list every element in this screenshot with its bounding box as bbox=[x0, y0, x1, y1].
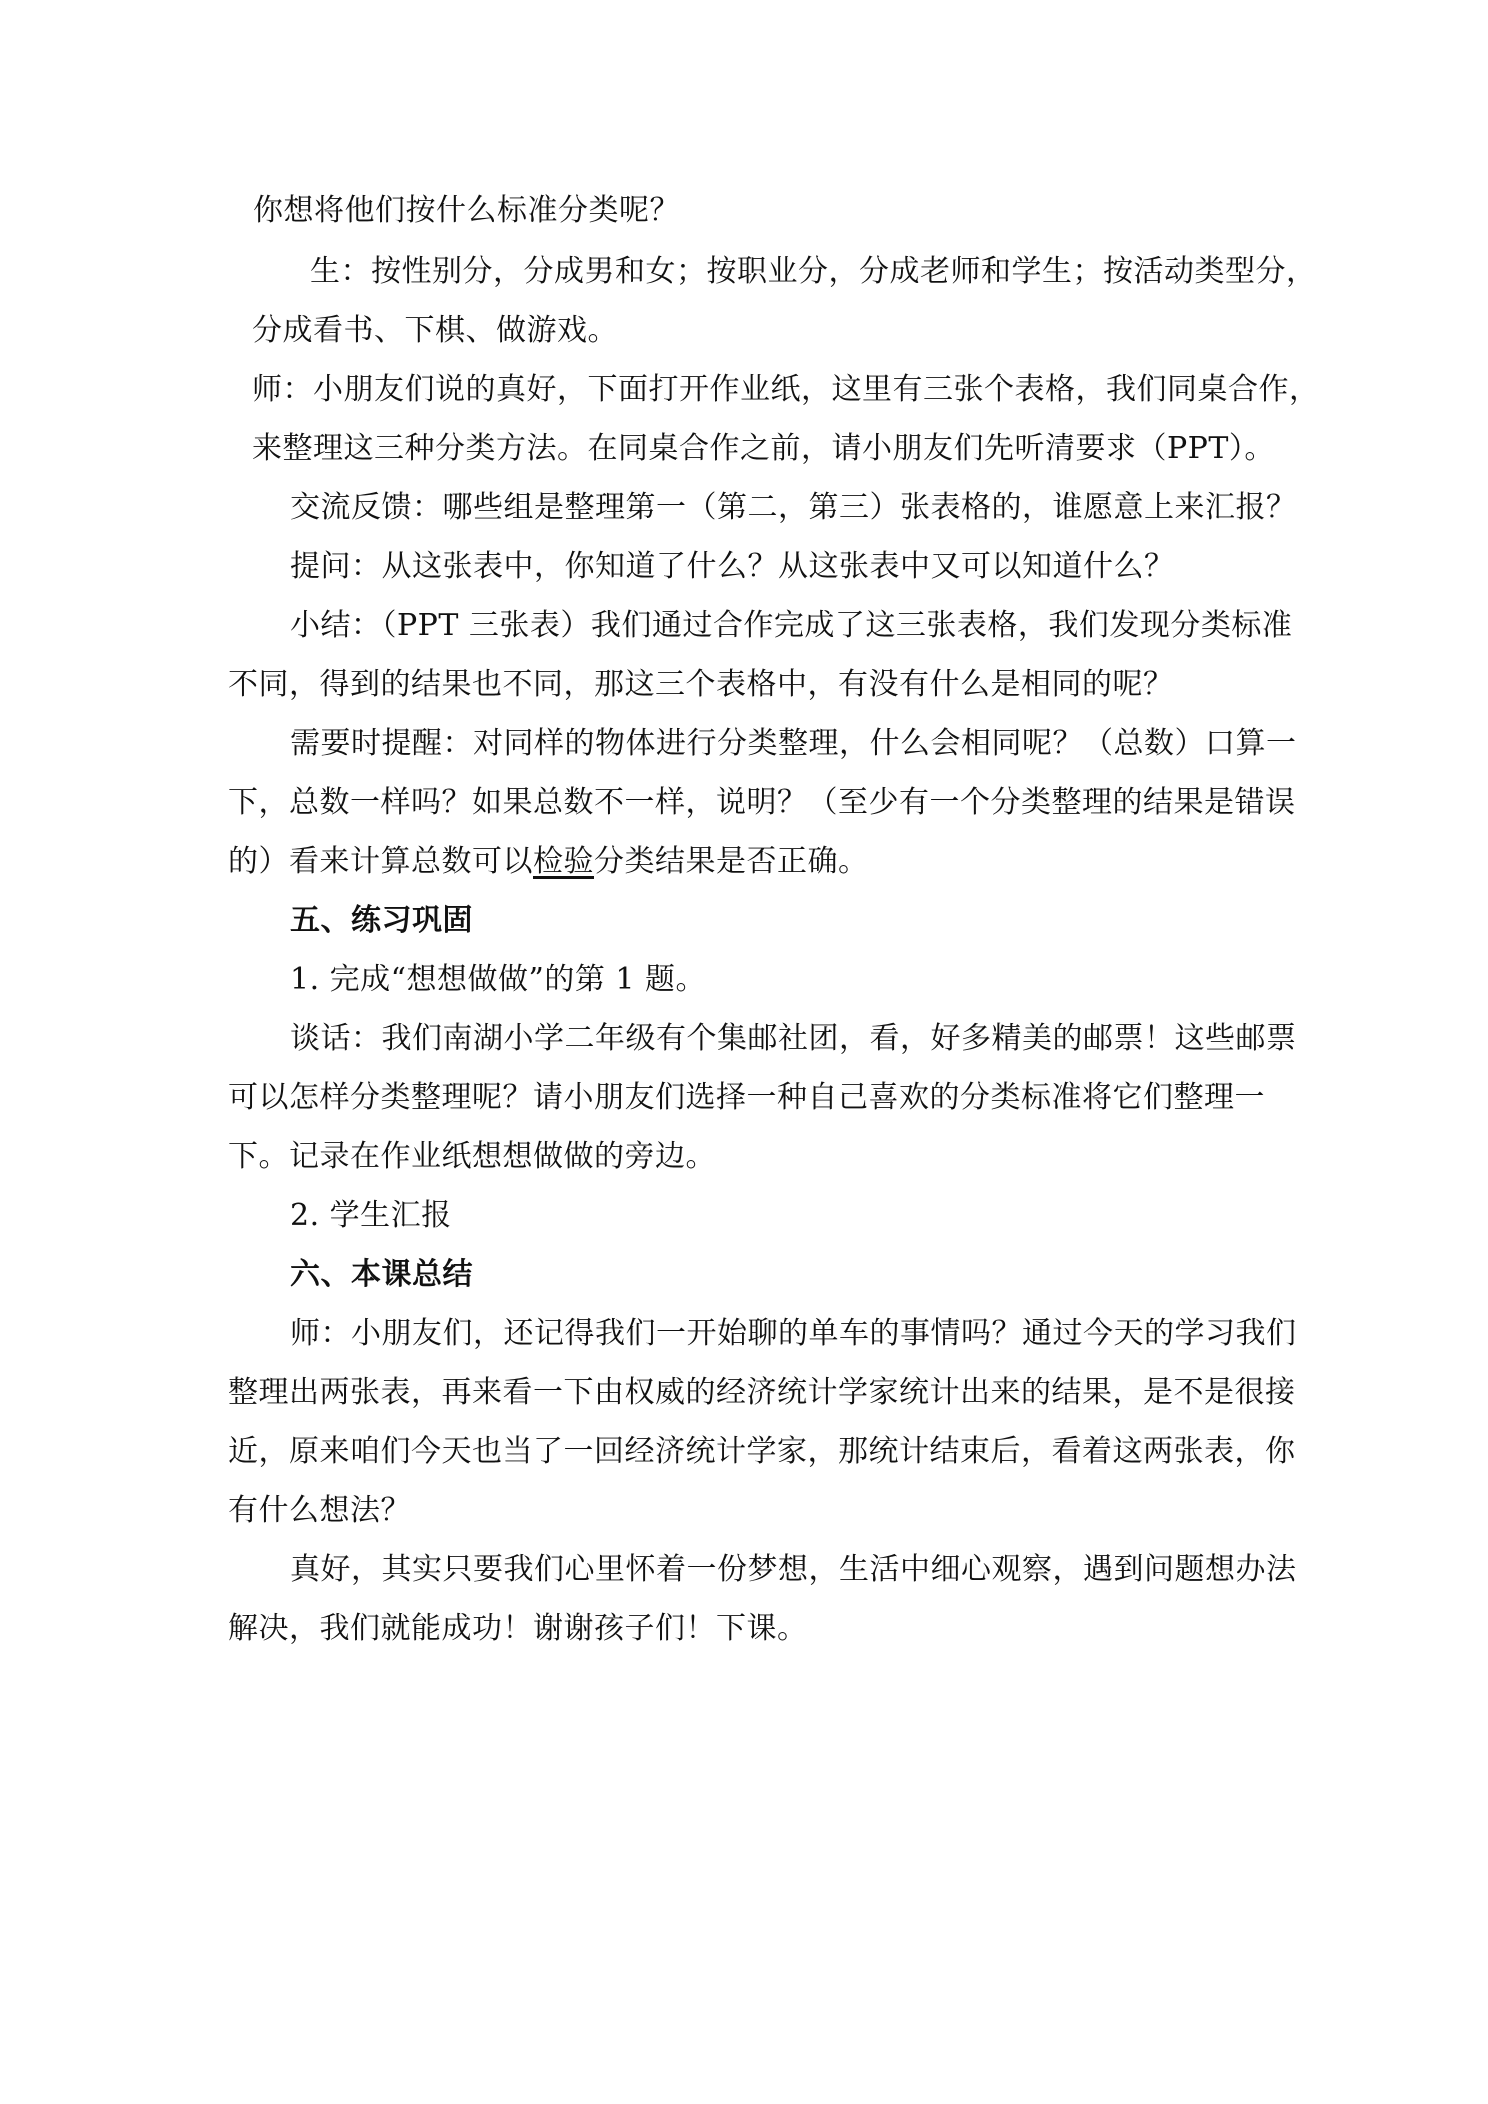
text-line: 提问：从这张表中，你知道了什么？从这张表中又可以知道什么？ bbox=[290, 549, 1175, 584]
text-line: 2. 学生汇报 bbox=[290, 1198, 452, 1233]
text-line: 真好，其实只要我们心里怀着一份梦想，生活中细心观察，遇到问题想办法 bbox=[290, 1552, 1297, 1587]
text-line: 来整理这三种分类方法。在同桌合作之前，请小朋友们先听清要求（PPT）。 bbox=[252, 431, 1275, 466]
text-segment: 分类结果是否正确。 bbox=[594, 844, 869, 879]
text-line: 下，总数一样吗？如果总数不一样，说明？（至少有一个分类整理的结果是错误 bbox=[228, 785, 1296, 820]
text-line: 谈话：我们南湖小学二年级有个集邮社团，看，好多精美的邮票！这些邮票 bbox=[290, 1021, 1297, 1056]
text-line: 分成看书、下棋、做游戏。 bbox=[252, 313, 618, 348]
underlined-word: 检验 bbox=[533, 844, 594, 879]
text-line: 解决，我们就能成功！谢谢孩子们！下课。 bbox=[228, 1611, 808, 1646]
text-line: 可以怎样分类整理呢？请小朋友们选择一种自己喜欢的分类标准将它们整理一 bbox=[228, 1080, 1265, 1115]
text-line: 生：按性别分，分成男和女；按职业分，分成老师和学生；按活动类型分， bbox=[310, 254, 1317, 289]
text-line bbox=[228, 842, 869, 882]
text-line: 师：小朋友们，还记得我们一开始聊的单车的事情吗？通过今天的学习我们 bbox=[290, 1316, 1297, 1351]
text-line: 近，原来咱们今天也当了一回经济统计学家，那统计结束后，看着这两张表，你 bbox=[228, 1434, 1296, 1469]
text-line: 你想将他们按什么标准分类呢？ bbox=[253, 193, 680, 228]
section-heading: 六、本课总结 bbox=[290, 1257, 473, 1292]
text-line: 下。记录在作业纸想想做做的旁边。 bbox=[228, 1139, 716, 1174]
text-line: 有什么想法？ bbox=[228, 1493, 411, 1528]
text-line: 交流反馈：哪些组是整理第一（第二，第三）张表格的，谁愿意上来汇报？ bbox=[290, 490, 1297, 525]
text-line: 1. 完成“想想做做”的第 1 题。 bbox=[290, 962, 706, 997]
section-heading: 五、练习巩固 bbox=[290, 903, 473, 938]
text-line: 师：小朋友们说的真好，下面打开作业纸，这里有三张个表格，我们同桌合作， bbox=[252, 372, 1320, 407]
text-line: 不同，得到的结果也不同，那这三个表格中，有没有什么是相同的呢？ bbox=[228, 667, 1174, 702]
text-line: 整理出两张表，再来看一下由权威的经济统计学家统计出来的结果，是不是很接 bbox=[228, 1375, 1296, 1410]
text-line: 小结：（PPT 三张表）我们通过合作完成了这三张表格，我们发现分类标准 bbox=[290, 608, 1293, 643]
text-line: 需要时提醒：对同样的物体进行分类整理，什么会相同呢？（总数）口算一 bbox=[290, 726, 1297, 761]
text-segment: 的）看来计算总数可以 bbox=[228, 844, 533, 879]
